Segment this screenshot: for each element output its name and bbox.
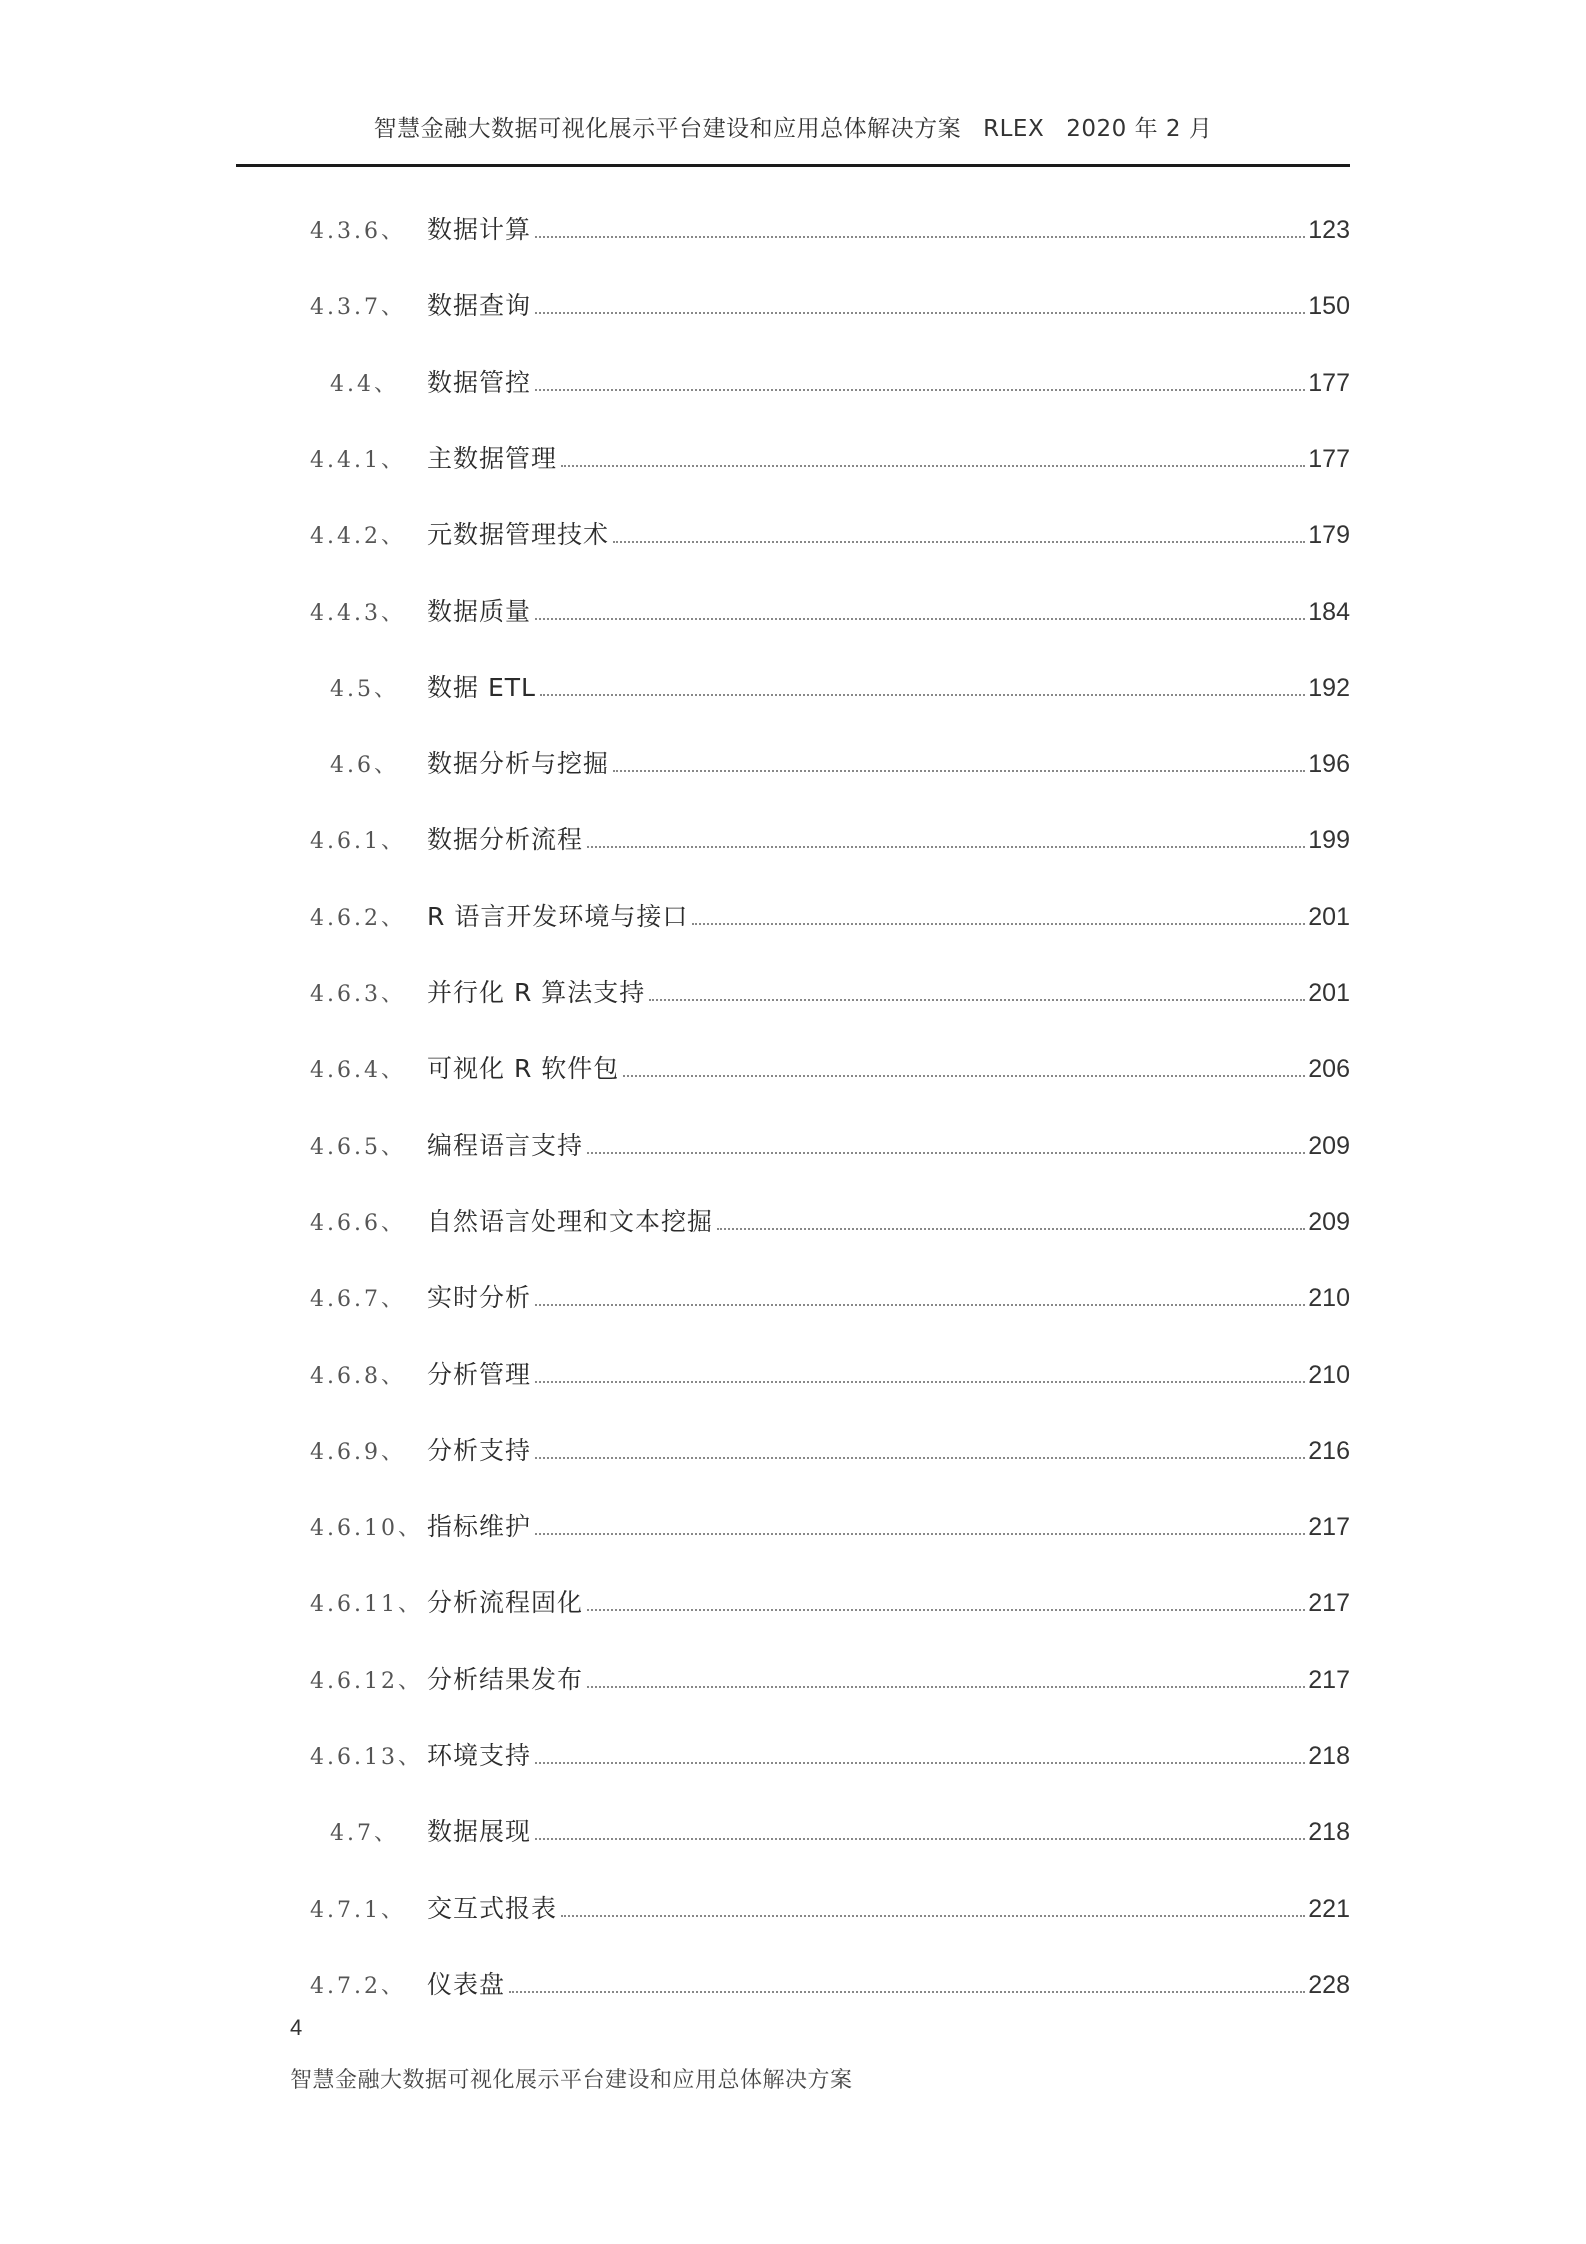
toc-entry-number: 4.6.2、 (310, 905, 406, 931)
dot-leader (613, 540, 1305, 543)
toc-entry-title: 数据管控 (427, 367, 532, 397)
toc-entry-page: 206 (1308, 1055, 1350, 1084)
toc-entry-title: 元数据管理技术 (427, 520, 610, 550)
toc-entry[interactable] (310, 1202, 1350, 1242)
dot-leader (535, 1837, 1305, 1840)
toc-entry-title: 数据分析流程 (427, 825, 584, 855)
toc-entry-title: 交互式报表 (427, 1893, 558, 1923)
toc-entry-number: 4.6.9、 (310, 1439, 406, 1465)
toc-entry-number: 4.6.3、 (310, 982, 406, 1007)
dot-leader (509, 1990, 1305, 1993)
toc-entry-page: 177 (1308, 444, 1350, 473)
toc-entry[interactable] (310, 1049, 1350, 1089)
toc-entry-title: 数据质量 (427, 596, 532, 626)
header-title: 智慧金融大数据可视化展示平台建设和应用总体解决方案 (373, 116, 962, 142)
dot-leader (561, 1914, 1305, 1917)
toc-entry[interactable] (310, 1431, 1350, 1471)
toc-entry-page: 201 (1308, 979, 1350, 1007)
toc-entry-title: 分析结果发布 (427, 1664, 584, 1694)
header-rule (236, 164, 1350, 167)
dot-leader (649, 998, 1305, 1001)
toc-entry-page: 216 (1308, 1436, 1350, 1465)
toc-entry-number: 4.6.11、 (310, 1592, 423, 1618)
toc-entry-page: 218 (1308, 1742, 1350, 1770)
toc-entry-number: 4.7.2、 (310, 1973, 406, 1999)
toc-entry-number: 4.3.7、 (310, 295, 406, 321)
dot-leader (540, 693, 1305, 696)
dot-leader (535, 1456, 1305, 1459)
toc-entry[interactable] (310, 1889, 1350, 1929)
dot-leader (535, 388, 1305, 391)
toc-entry-number: 4.7、 (330, 1821, 399, 1847)
dot-leader (535, 311, 1305, 314)
toc-entry[interactable] (310, 210, 1350, 250)
toc-entry[interactable] (310, 286, 1350, 326)
toc-entry-page: 210 (1308, 1284, 1350, 1313)
toc-entry-number: 4.5、 (330, 676, 399, 702)
toc-entry-page: 210 (1308, 1360, 1350, 1389)
toc-entry-page: 123 (1308, 216, 1350, 244)
toc-entry-title: 环境支持 (427, 1741, 532, 1770)
toc-entry-number: 4.4.3、 (310, 600, 406, 626)
toc-entry[interactable] (310, 1583, 1350, 1623)
dot-leader (692, 922, 1305, 925)
toc-entry-page: 150 (1308, 292, 1350, 321)
toc-entry-number: 4.6.10、 (310, 1516, 423, 1542)
toc-entry[interactable] (310, 1812, 1350, 1852)
toc-entry-page: 192 (1308, 673, 1350, 702)
toc-entry-title: 可视化 R 软件包 (427, 1054, 620, 1084)
header-date: 2020 年 2 月 (1066, 116, 1213, 142)
toc-entry-page: 179 (1308, 521, 1350, 550)
toc-entry-number: 4.6.7、 (310, 1287, 406, 1313)
toc-entry-title: 分析支持 (427, 1435, 532, 1465)
toc-entry[interactable] (310, 515, 1350, 555)
toc-entry-title: 分析流程固化 (427, 1588, 584, 1618)
toc-entry-page: 209 (1308, 1131, 1350, 1160)
toc-entry-title: 分析管理 (427, 1359, 532, 1389)
dot-leader (535, 617, 1305, 620)
toc-entry-title: R 语言开发环境与接口 (427, 901, 689, 931)
dot-leader (587, 1151, 1305, 1154)
toc-entry-page: 217 (1308, 1665, 1350, 1694)
toc-entry-title: 数据 ETL (427, 672, 536, 702)
toc-entry-number: 4.4.2、 (310, 524, 406, 550)
dot-leader (587, 1608, 1305, 1611)
toc-entry-page: 196 (1308, 750, 1350, 779)
toc-entry-page: 218 (1308, 1818, 1350, 1847)
dot-leader (535, 235, 1305, 238)
toc-entry-title: 并行化 R 算法支持 (427, 978, 646, 1007)
toc-entry-title: 仪表盘 (427, 1969, 506, 1999)
dot-leader (535, 1761, 1305, 1764)
dot-leader (535, 1380, 1305, 1383)
toc-entry[interactable] (310, 1278, 1350, 1318)
toc-entry-page: 199 (1308, 826, 1350, 855)
toc-entry[interactable] (310, 820, 1350, 860)
toc-entry-title: 自然语言处理和文本挖掘 (427, 1206, 714, 1236)
toc-entry[interactable] (310, 363, 1350, 403)
toc-entry[interactable] (310, 1965, 1350, 2005)
toc-entry-number: 4.6.5、 (310, 1134, 406, 1160)
toc-entry-number: 4.7.1、 (310, 1897, 406, 1923)
dot-leader (623, 1074, 1305, 1077)
toc-entry[interactable] (310, 1736, 1350, 1776)
toc-entry[interactable] (310, 897, 1350, 937)
toc-entry-title: 数据展现 (427, 1817, 532, 1847)
dot-leader (561, 464, 1305, 467)
toc-entry-title: 数据分析与挖掘 (427, 749, 610, 779)
toc-entry[interactable] (310, 1126, 1350, 1166)
toc-entry-page: 184 (1308, 597, 1350, 626)
toc-entry-page: 177 (1308, 368, 1350, 397)
toc-entry-number: 4.4.1、 (310, 447, 406, 473)
toc-entry[interactable] (310, 1507, 1350, 1547)
toc-entry-number: 4.6、 (330, 753, 399, 779)
dot-leader (535, 1303, 1305, 1306)
toc-entry-title: 主数据管理 (427, 443, 558, 473)
toc-entry-title: 实时分析 (427, 1283, 532, 1313)
dot-leader (535, 1532, 1305, 1535)
toc-entry-number: 4.6.6、 (310, 1210, 406, 1236)
toc-entry-title: 数据计算 (427, 215, 532, 244)
toc-entry[interactable] (310, 973, 1350, 1013)
toc-entry-page: 209 (1308, 1207, 1350, 1236)
toc-entry-page: 217 (1308, 1513, 1350, 1542)
page-number: 4 (290, 2015, 303, 2040)
toc-entry-title: 编程语言支持 (427, 1130, 584, 1160)
header-org: RLEX (983, 116, 1045, 142)
dot-leader (613, 769, 1305, 772)
toc-entry-title: 数据查询 (427, 291, 532, 321)
running-header (236, 110, 1350, 143)
toc-entry[interactable] (310, 668, 1350, 708)
toc-entry-number: 4.3.6、 (310, 219, 406, 244)
toc-entry-page: 201 (1308, 902, 1350, 931)
toc-entry[interactable] (310, 439, 1350, 479)
toc-entry[interactable] (310, 1660, 1350, 1700)
toc-entry-number: 4.6.12、 (310, 1668, 423, 1694)
toc-entry-number: 4.6.8、 (310, 1363, 406, 1389)
toc-entry-page: 228 (1308, 1970, 1350, 1999)
toc-entry-number: 4.4、 (330, 371, 399, 397)
toc-entry[interactable] (310, 744, 1350, 784)
toc-entry-page: 217 (1308, 1589, 1350, 1618)
toc-entry-number: 4.6.4、 (310, 1058, 406, 1084)
dot-leader (587, 1685, 1305, 1688)
toc-entry-title: 指标维护 (427, 1512, 532, 1542)
dot-leader (587, 845, 1305, 848)
running-footer: 智慧金融大数据可视化展示平台建设和应用总体解决方案 (290, 2068, 853, 2093)
toc-entry[interactable] (310, 1355, 1350, 1395)
toc-entry-page: 221 (1308, 1894, 1350, 1923)
toc-entry-number: 4.6.13、 (310, 1745, 423, 1770)
toc-entry[interactable] (310, 592, 1350, 632)
dot-leader (717, 1227, 1305, 1230)
toc-entry-number: 4.6.1、 (310, 829, 406, 855)
